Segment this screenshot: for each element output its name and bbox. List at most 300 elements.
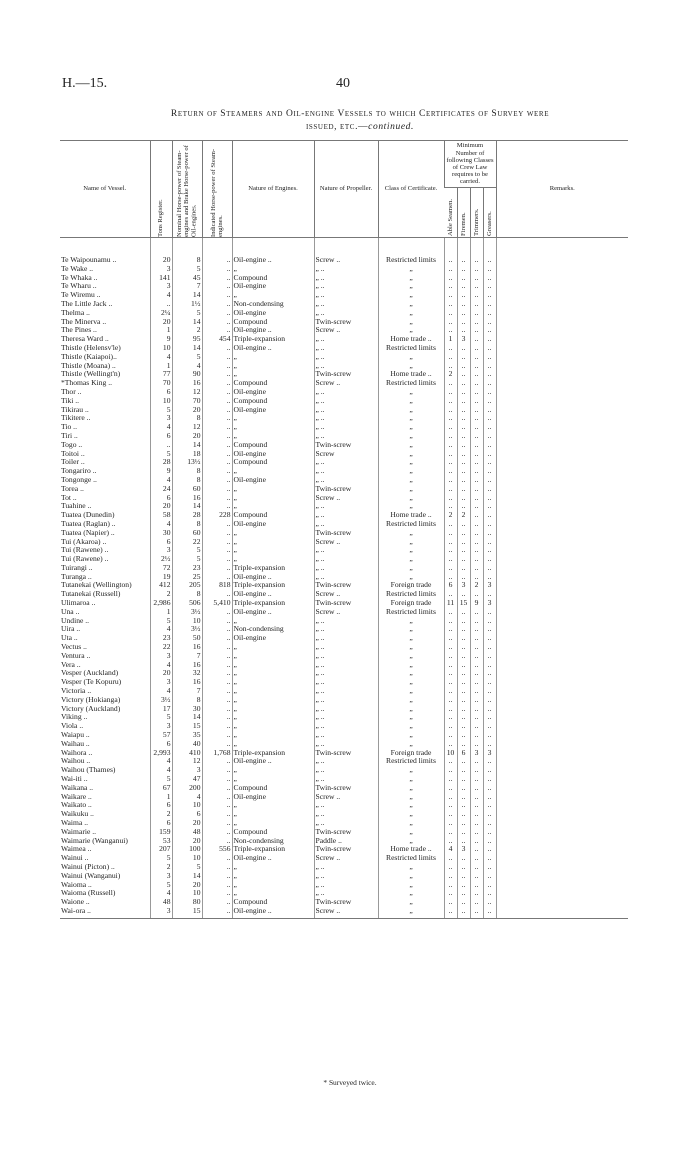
cell-nominal-hp: 8 bbox=[172, 476, 202, 485]
cell-remarks bbox=[496, 291, 628, 300]
cell-engine-type: „ bbox=[232, 713, 314, 722]
cell-propeller: Screw bbox=[314, 450, 378, 459]
cell-firemen: .. bbox=[457, 441, 470, 450]
cell-indicated-hp: .. bbox=[202, 573, 232, 582]
cell-remarks bbox=[496, 362, 628, 371]
cell-tons-register: 4 bbox=[150, 423, 172, 432]
cell-firemen: .. bbox=[457, 696, 470, 705]
cell-firemen: .. bbox=[457, 907, 470, 918]
cell-propeller: Screw .. bbox=[314, 793, 378, 802]
cell-indicated-hp: .. bbox=[202, 863, 232, 872]
cell-certificate-class: „ bbox=[378, 353, 444, 362]
cell-indicated-hp: .. bbox=[202, 705, 232, 714]
cell-able-seamen: .. bbox=[444, 696, 457, 705]
cell-engine-type: „ bbox=[232, 881, 314, 890]
cell-propeller: Twin-screw bbox=[314, 441, 378, 450]
cell-able-seamen: .. bbox=[444, 406, 457, 415]
cell-engine-type: Compound bbox=[232, 274, 314, 283]
cell-nominal-hp: 3½ bbox=[172, 608, 202, 617]
cell-firemen: .. bbox=[457, 784, 470, 793]
cell-tons-register: 5 bbox=[150, 617, 172, 626]
col-header-propeller: Nature of Propeller. bbox=[314, 141, 378, 238]
cell-able-seamen: .. bbox=[444, 863, 457, 872]
cell-certificate-class: „ bbox=[378, 881, 444, 890]
cell-greasers: .. bbox=[483, 318, 496, 327]
cell-trimmers: .. bbox=[470, 898, 483, 907]
cell-trimmers: .. bbox=[470, 872, 483, 881]
cell-remarks bbox=[496, 441, 628, 450]
cell-propeller: Screw .. bbox=[314, 379, 378, 388]
cell-trimmers: .. bbox=[470, 810, 483, 819]
cell-remarks bbox=[496, 740, 628, 749]
cell-able-seamen: .. bbox=[444, 669, 457, 678]
cell-engine-type: Oil-engine .. bbox=[232, 757, 314, 766]
cell-propeller: „ .. bbox=[314, 309, 378, 318]
cell-indicated-hp: .. bbox=[202, 696, 232, 705]
cell-remarks bbox=[496, 538, 628, 547]
cell-remarks bbox=[496, 652, 628, 661]
cell-nominal-hp: 5 bbox=[172, 353, 202, 362]
cell-certificate-class: „ bbox=[378, 889, 444, 898]
cell-propeller: „ .. bbox=[314, 740, 378, 749]
cell-firemen: .. bbox=[457, 634, 470, 643]
cell-remarks bbox=[496, 476, 628, 485]
cell-nominal-hp: 20 bbox=[172, 819, 202, 828]
cell-tons-register: 1 bbox=[150, 326, 172, 335]
cell-indicated-hp: .. bbox=[202, 643, 232, 652]
cell-greasers: .. bbox=[483, 819, 496, 828]
cell-nominal-hp: 1½ bbox=[172, 300, 202, 309]
cell-engine-type: „ bbox=[232, 801, 314, 810]
cell-able-seamen: .. bbox=[444, 344, 457, 353]
cell-greasers: .. bbox=[483, 362, 496, 371]
cell-engine-type: „ bbox=[232, 291, 314, 300]
return-table bbox=[60, 140, 628, 919]
cell-certificate-class: „ bbox=[378, 538, 444, 547]
cell-trimmers: .. bbox=[470, 555, 483, 564]
cell-able-seamen: .. bbox=[444, 889, 457, 898]
cell-able-seamen: .. bbox=[444, 819, 457, 828]
cell-firemen: .. bbox=[457, 546, 470, 555]
cell-firemen: .. bbox=[457, 458, 470, 467]
cell-indicated-hp: .. bbox=[202, 881, 232, 890]
cell-tons-register: 3 bbox=[150, 546, 172, 555]
cell-certificate-class: „ bbox=[378, 652, 444, 661]
cell-trimmers: .. bbox=[470, 238, 483, 265]
cell-certificate-class: Restricted limits bbox=[378, 238, 444, 265]
cell-propeller: Paddle .. bbox=[314, 837, 378, 846]
cell-engine-type: „ bbox=[232, 810, 314, 819]
cell-vessel-name: Thor .. bbox=[61, 387, 82, 396]
cell-nominal-hp: 12 bbox=[172, 423, 202, 432]
cell-propeller: „ .. bbox=[314, 863, 378, 872]
cell-tons-register: 23 bbox=[150, 634, 172, 643]
table-row bbox=[60, 555, 628, 564]
cell-indicated-hp: 556 bbox=[202, 845, 232, 854]
cell-propeller: „ .. bbox=[314, 661, 378, 670]
col-header-name: Name of Vessel. bbox=[60, 141, 150, 238]
cell-tons-register: 20 bbox=[150, 238, 172, 265]
cell-vessel-name: Waimarie .. bbox=[61, 827, 97, 836]
cell-greasers: .. bbox=[483, 678, 496, 687]
cell-greasers: .. bbox=[483, 335, 496, 344]
cell-trimmers: .. bbox=[470, 344, 483, 353]
cell-indicated-hp: .. bbox=[202, 282, 232, 291]
cell-tons-register: .. bbox=[150, 441, 172, 450]
cell-remarks bbox=[496, 564, 628, 573]
cell-nominal-hp: 5 bbox=[172, 546, 202, 555]
cell-able-seamen: .. bbox=[444, 326, 457, 335]
cell-propeller: „ .. bbox=[314, 819, 378, 828]
cell-tons-register: 3 bbox=[150, 678, 172, 687]
cell-certificate-class: „ bbox=[378, 775, 444, 784]
cell-tons-register: 3 bbox=[150, 282, 172, 291]
cell-propeller: „ .. bbox=[314, 502, 378, 511]
cell-remarks bbox=[496, 828, 628, 837]
cell-firemen: .. bbox=[457, 485, 470, 494]
cell-trimmers: .. bbox=[470, 854, 483, 863]
cell-vessel-name: Undine .. bbox=[61, 616, 90, 625]
cell-firemen: .. bbox=[457, 661, 470, 670]
cell-propeller: „ .. bbox=[314, 564, 378, 573]
cell-propeller: Screw .. bbox=[314, 326, 378, 335]
cell-certificate-class: „ bbox=[378, 318, 444, 327]
cell-vessel-name: Tui (Rawene) .. bbox=[61, 546, 109, 555]
cell-certificate-class: „ bbox=[378, 458, 444, 467]
cell-tons-register: 1 bbox=[150, 608, 172, 617]
table-row bbox=[60, 581, 628, 590]
cell-engine-type: „ bbox=[232, 529, 314, 538]
cell-firemen: .. bbox=[457, 669, 470, 678]
cell-tons-register: 17 bbox=[150, 705, 172, 714]
cell-indicated-hp: .. bbox=[202, 590, 232, 599]
cell-indicated-hp: .. bbox=[202, 907, 232, 918]
table-row bbox=[60, 397, 628, 406]
cell-firemen: .. bbox=[457, 828, 470, 837]
cell-tons-register: 3 bbox=[150, 265, 172, 274]
cell-vessel-name: Vectus .. bbox=[61, 643, 87, 652]
cell-indicated-hp: .. bbox=[202, 344, 232, 353]
cell-trimmers: .. bbox=[470, 300, 483, 309]
cell-indicated-hp: .. bbox=[202, 810, 232, 819]
table-row bbox=[60, 705, 628, 714]
cell-nominal-hp: 28 bbox=[172, 511, 202, 520]
cell-greasers: .. bbox=[483, 881, 496, 890]
cell-indicated-hp: .. bbox=[202, 546, 232, 555]
cell-firemen: .. bbox=[457, 652, 470, 661]
cell-nominal-hp: 15 bbox=[172, 722, 202, 731]
cell-greasers: .. bbox=[483, 529, 496, 538]
cell-propeller: Twin-screw bbox=[314, 828, 378, 837]
table-row bbox=[60, 863, 628, 872]
cell-certificate-class: „ bbox=[378, 687, 444, 696]
cell-nominal-hp: 22 bbox=[172, 538, 202, 547]
cell-nominal-hp: 35 bbox=[172, 731, 202, 740]
cell-able-seamen: .. bbox=[444, 353, 457, 362]
cell-able-seamen: 4 bbox=[444, 845, 457, 854]
cell-remarks bbox=[496, 546, 628, 555]
cell-able-seamen: .. bbox=[444, 414, 457, 423]
cell-remarks bbox=[496, 555, 628, 564]
cell-trimmers: .. bbox=[470, 634, 483, 643]
cell-greasers: .. bbox=[483, 458, 496, 467]
cell-propeller: „ .. bbox=[314, 282, 378, 291]
cell-indicated-hp: .. bbox=[202, 467, 232, 476]
cell-able-seamen: .. bbox=[444, 309, 457, 318]
cell-remarks bbox=[496, 318, 628, 327]
cell-indicated-hp: .. bbox=[202, 529, 232, 538]
table-row bbox=[60, 467, 628, 476]
cell-indicated-hp: .. bbox=[202, 538, 232, 547]
cell-indicated-hp: .. bbox=[202, 362, 232, 371]
cell-nominal-hp: 25 bbox=[172, 573, 202, 582]
cell-able-seamen: .. bbox=[444, 476, 457, 485]
cell-greasers: .. bbox=[483, 845, 496, 854]
cell-remarks bbox=[496, 309, 628, 318]
cell-greasers: .. bbox=[483, 379, 496, 388]
cell-engine-type: „ bbox=[232, 696, 314, 705]
cell-indicated-hp: .. bbox=[202, 740, 232, 749]
cell-trimmers: .. bbox=[470, 687, 483, 696]
cell-nominal-hp: 16 bbox=[172, 661, 202, 670]
cell-propeller: „ .. bbox=[314, 414, 378, 423]
cell-tons-register: 5 bbox=[150, 881, 172, 890]
cell-nominal-hp: 14 bbox=[172, 502, 202, 511]
cell-tons-register: 30 bbox=[150, 529, 172, 538]
cell-trimmers: .. bbox=[470, 538, 483, 547]
cell-indicated-hp: .. bbox=[202, 898, 232, 907]
cell-indicated-hp: .. bbox=[202, 617, 232, 626]
cell-indicated-hp: .. bbox=[202, 326, 232, 335]
cell-tons-register: 4 bbox=[150, 291, 172, 300]
col-header-greasers: Greasers. bbox=[483, 188, 496, 238]
cell-trimmers: 9 bbox=[470, 599, 483, 608]
cell-greasers: .. bbox=[483, 696, 496, 705]
cell-indicated-hp: .. bbox=[202, 458, 232, 467]
cell-certificate-class: „ bbox=[378, 406, 444, 415]
table-row bbox=[60, 881, 628, 890]
title-line-1: Return of Steamers and Oil-engine Vessels to which Certificates of Survey were bbox=[170, 109, 550, 119]
table-row bbox=[60, 713, 628, 722]
cell-engine-type: „ bbox=[232, 705, 314, 714]
cell-engine-type: „ bbox=[232, 643, 314, 652]
cell-engine-type: „ bbox=[232, 485, 314, 494]
cell-nominal-hp: 7 bbox=[172, 687, 202, 696]
cell-remarks bbox=[496, 722, 628, 731]
cell-tons-register: 9 bbox=[150, 335, 172, 344]
cell-indicated-hp: .. bbox=[202, 669, 232, 678]
cell-greasers: .. bbox=[483, 863, 496, 872]
cell-nominal-hp: 8 bbox=[172, 590, 202, 599]
cell-remarks bbox=[496, 458, 628, 467]
cell-remarks bbox=[496, 819, 628, 828]
table-row bbox=[60, 661, 628, 670]
table-row bbox=[60, 414, 628, 423]
cell-certificate-class: Restricted limits bbox=[378, 757, 444, 766]
cell-vessel-name: Vesper (Auckland) bbox=[61, 669, 119, 678]
cell-engine-type: „ bbox=[232, 265, 314, 274]
cell-indicated-hp: .. bbox=[202, 353, 232, 362]
cell-trimmers: .. bbox=[470, 661, 483, 670]
col-header-tons: Tons Register. bbox=[150, 141, 172, 238]
cell-greasers: .. bbox=[483, 608, 496, 617]
cell-firemen: .. bbox=[457, 898, 470, 907]
cell-indicated-hp: .. bbox=[202, 775, 232, 784]
col-header-able-seamen: Able Seamen. bbox=[444, 188, 457, 238]
cell-nominal-hp: 90 bbox=[172, 370, 202, 379]
col-header-nominal: Nominal Horse-power of Steam-engines and Brake Horse-power of Oil-engines. bbox=[172, 141, 202, 238]
cell-trimmers: 2 bbox=[470, 581, 483, 590]
cell-greasers: .. bbox=[483, 511, 496, 520]
cell-engine-type: „ bbox=[232, 370, 314, 379]
cell-certificate-class: „ bbox=[378, 731, 444, 740]
cell-able-seamen: .. bbox=[444, 634, 457, 643]
table-row bbox=[60, 502, 628, 511]
cell-greasers: .. bbox=[483, 757, 496, 766]
cell-greasers: .. bbox=[483, 467, 496, 476]
cell-certificate-class: „ bbox=[378, 555, 444, 564]
cell-remarks bbox=[496, 379, 628, 388]
cell-nominal-hp: 7 bbox=[172, 282, 202, 291]
cell-nominal-hp: 70 bbox=[172, 397, 202, 406]
cell-propeller: Screw .. bbox=[314, 590, 378, 599]
cell-propeller: Twin-screw bbox=[314, 581, 378, 590]
cell-nominal-hp: 8 bbox=[172, 696, 202, 705]
cell-remarks bbox=[496, 326, 628, 335]
cell-engine-type: Oil-engine .. bbox=[232, 326, 314, 335]
cell-certificate-class: „ bbox=[378, 617, 444, 626]
table-row bbox=[60, 669, 628, 678]
cell-nominal-hp: 205 bbox=[172, 581, 202, 590]
cell-remarks bbox=[496, 784, 628, 793]
cell-nominal-hp: 16 bbox=[172, 678, 202, 687]
table-row bbox=[60, 282, 628, 291]
cell-firemen: .. bbox=[457, 889, 470, 898]
cell-indicated-hp: .. bbox=[202, 520, 232, 529]
cell-greasers: 3 bbox=[483, 749, 496, 758]
cell-propeller: Screw .. bbox=[314, 538, 378, 547]
cell-vessel-name: Theresa Ward .. bbox=[61, 335, 109, 344]
cell-able-seamen: .. bbox=[444, 705, 457, 714]
cell-indicated-hp: .. bbox=[202, 406, 232, 415]
cell-remarks bbox=[496, 731, 628, 740]
cell-greasers: .. bbox=[483, 502, 496, 511]
cell-remarks bbox=[496, 713, 628, 722]
cell-certificate-class: Foreign trade bbox=[378, 599, 444, 608]
cell-trimmers: .. bbox=[470, 406, 483, 415]
cell-firemen: .. bbox=[457, 274, 470, 283]
cell-trimmers: .. bbox=[470, 318, 483, 327]
cell-firemen: .. bbox=[457, 379, 470, 388]
cell-certificate-class: Restricted limits bbox=[378, 344, 444, 353]
cell-able-seamen: .. bbox=[444, 801, 457, 810]
cell-tons-register: 3 bbox=[150, 907, 172, 918]
cell-propeller: „ .. bbox=[314, 432, 378, 441]
cell-tons-register: 5 bbox=[150, 406, 172, 415]
cell-certificate-class: „ bbox=[378, 546, 444, 555]
cell-tons-register: 19 bbox=[150, 573, 172, 582]
cell-vessel-name: Waikato .. bbox=[61, 801, 92, 810]
table-row bbox=[60, 362, 628, 371]
table-row bbox=[60, 564, 628, 573]
cell-propeller: „ .. bbox=[314, 801, 378, 810]
cell-remarks bbox=[496, 757, 628, 766]
cell-remarks bbox=[496, 863, 628, 872]
cell-engine-type: „ bbox=[232, 555, 314, 564]
cell-firemen: .. bbox=[457, 608, 470, 617]
cell-firemen: .. bbox=[457, 494, 470, 503]
cell-engine-type: Oil-engine bbox=[232, 309, 314, 318]
cell-greasers: .. bbox=[483, 564, 496, 573]
cell-tons-register: 6 bbox=[150, 494, 172, 503]
cell-propeller: „ .. bbox=[314, 678, 378, 687]
cell-firemen: .. bbox=[457, 450, 470, 459]
cell-greasers: 3 bbox=[483, 599, 496, 608]
cell-indicated-hp: .. bbox=[202, 432, 232, 441]
cell-nominal-hp: 5 bbox=[172, 863, 202, 872]
cell-nominal-hp: 10 bbox=[172, 617, 202, 626]
cell-firemen: 3 bbox=[457, 581, 470, 590]
cell-nominal-hp: 7 bbox=[172, 652, 202, 661]
cell-vessel-name: Tikitere .. bbox=[61, 414, 91, 423]
table-row bbox=[60, 652, 628, 661]
cell-indicated-hp: .. bbox=[202, 397, 232, 406]
title-continued: continued. bbox=[368, 122, 414, 132]
cell-firemen: .. bbox=[457, 326, 470, 335]
cell-greasers: .. bbox=[483, 643, 496, 652]
cell-indicated-hp: .. bbox=[202, 801, 232, 810]
cell-trimmers: .. bbox=[470, 414, 483, 423]
table-row bbox=[60, 458, 628, 467]
cell-indicated-hp: .. bbox=[202, 713, 232, 722]
cell-certificate-class: „ bbox=[378, 705, 444, 714]
cell-remarks bbox=[496, 406, 628, 415]
cell-firemen: .. bbox=[457, 318, 470, 327]
cell-certificate-class: „ bbox=[378, 502, 444, 511]
cell-remarks bbox=[496, 705, 628, 714]
cell-trimmers: .. bbox=[470, 388, 483, 397]
cell-nominal-hp: 60 bbox=[172, 485, 202, 494]
cell-vessel-name: Te Wake .. bbox=[61, 264, 94, 273]
cell-certificate-class: „ bbox=[378, 661, 444, 670]
cell-nominal-hp: 40 bbox=[172, 740, 202, 749]
cell-trimmers: .. bbox=[470, 370, 483, 379]
cell-nominal-hp: 5 bbox=[172, 309, 202, 318]
table-row bbox=[60, 388, 628, 397]
cell-greasers: .. bbox=[483, 889, 496, 898]
cell-able-seamen: .. bbox=[444, 520, 457, 529]
table-row bbox=[60, 370, 628, 379]
cell-trimmers: .. bbox=[470, 485, 483, 494]
cell-engine-type: Compound bbox=[232, 318, 314, 327]
cell-trimmers: .. bbox=[470, 476, 483, 485]
cell-vessel-name: Tutanekai (Russell) bbox=[61, 590, 121, 599]
cell-indicated-hp: .. bbox=[202, 872, 232, 881]
cell-trimmers: .. bbox=[470, 696, 483, 705]
cell-firemen: .. bbox=[457, 793, 470, 802]
cell-firemen: .. bbox=[457, 397, 470, 406]
cell-tons-register: 5 bbox=[150, 713, 172, 722]
cell-propeller: „ .. bbox=[314, 406, 378, 415]
cell-engine-type: Triple-expansion bbox=[232, 581, 314, 590]
cell-firemen: .. bbox=[457, 863, 470, 872]
cell-propeller: „ .. bbox=[314, 555, 378, 564]
cell-nominal-hp: 60 bbox=[172, 529, 202, 538]
cell-greasers: .. bbox=[483, 414, 496, 423]
cell-able-seamen: 2 bbox=[444, 511, 457, 520]
cell-firemen: .. bbox=[457, 801, 470, 810]
table-head bbox=[60, 141, 628, 238]
